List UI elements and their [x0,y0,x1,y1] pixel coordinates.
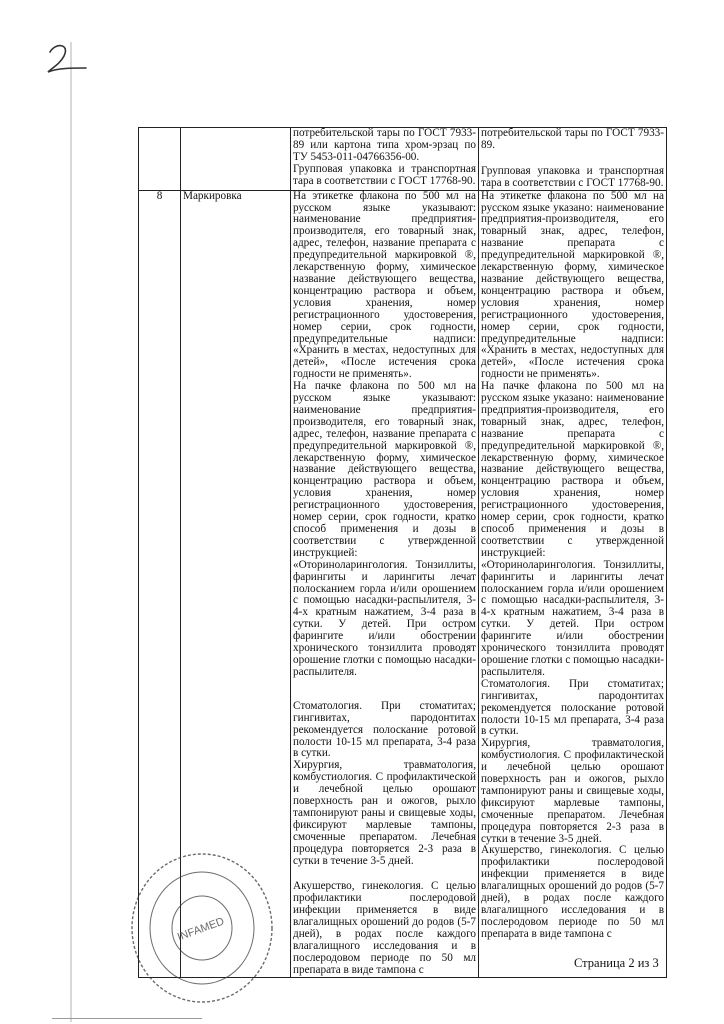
paragraph: Акушерство, гинекология. С целью профилактики послеродовой инфекции применяется в виде влагалищных орошений до родов (5-7 дней), в родах после каждого влагалищного исследования и в послеродовом периоде по 50 мл препарата в виде тампона с [293,880,476,976]
paragraph: Хирургия, травматология, комбустиология. С профилактической и лечебной целью орошают поверхность ран и ожогов, рыхло тампонируют раны и свищевые ходы, фиксируют марлевые тампоны, смоченные препаратом. Лечебная процедура повторяется 2-3 раза в сутки в течение 3-5 дней. [293,759,476,867]
paragraph: На этикетке флакона по 500 мл на русском языке указывают: наименование предприятия-производителя, его товарный знак, адрес, телефон, название препарата с предупредительной маркировкой ®, лекарственную форму, химическое название действующего вещества, концентрацию раствора и объем, условия хранения, номер регистрационного удостоверения, номер серии, срок годности, предупредительные надписи: «Хранить в местах, недоступных для детей», «После истечения срока годности не применять». [293,189,476,381]
paragraph: На этикетке флакона по 500 мл на русском языке указано: наименование предприятия-производителя, его товарный знак, адрес, телефон, название препарата с предупредительной маркировкой ®, лекарственную форму, химическое название действующего вещества, концентрацию раствора и объем, условия хранения, номер регистрационного удостоверения, номер серии, срок годности, предупредительные надписи: «Хранить в местах, недоступных для детей», «После истечения срока годности не применять». [481,189,664,381]
paragraph: На пачке флакона по 500 мл на русском языке указывают: наименование предприятия-производителя, его товарный знак, адрес, телефон, название препарата с предупредительной маркировкой ®, лекарственную форму, химическое название действующего вещества, концентрацию раствора и объем, условия хранения, номер регистрационного удостоверения, номер серии, срок годности, кратко способ применения и дозы в соответствии с утвержденной инструкцией: [293,380,476,559]
new-text-cell [479,190,667,977]
paragraph: «Оториноларингология. Тонзиллиты, фарингиты и ларингиты лечат полосканием горла и/или орошением с помощью насадки-распылителя, 3-4-х кратным нажатием, 3-4 раза в сутки. У детей. При остром фарингите и/или обострении хронического тонзиллита проводят орошение глотки с помощью насадки-распылителя. [481,558,664,678]
company-seal-stamp [120,840,280,1010]
paragraph: потребительской тары по ГОСТ 7933-89. [481,127,664,151]
paragraph: Акушерство, гинекология. С целью профилактики послеродовой инфекции применяется в виде влагалищных орошений до родов (5-7 дней), в родах после каждого влагалищного исследования и в послеродовом периоде по 50 мл препарата в виде тампона с [481,844,664,940]
row-number: 8 [139,190,181,977]
paragraph: потребительской тары по ГОСТ 7933-89 или картона типа хром-эрзац по ТУ 5453-011-04766356-00. [293,127,476,163]
scan-binding-line [70,42,72,1022]
old-text-cell [291,190,479,977]
paragraph: Групповая упаковка и транспортная тара в соответствии с ГОСТ 17768-90. [481,164,664,189]
paragraph: «Оториноларингология. Тонзиллиты, фарингиты и ларингиты лечат полосканием горла и/или орошением с помощью насадки-распылителя, 3-4-х кратным нажатием, 3-4 раза в сутки. У детей. При остром фарингите и/или обострении хронического тонзиллита проводят орошение глотки с помощью насадки-распылителя. [293,558,476,678]
old-text-cell [291,128,479,191]
paragraph: На пачке флакона по 500 мл на русском языке указано: наименование предприятия-производителя, его товарный знак, адрес, телефон, название препарата с предупредительной маркировкой ®, лекарственную форму, химическое название действующего вещества, концентрацию раствора и объем, условия хранения, номер регистрационного удостоверения, номер серии, срок годности, кратко способ применения и дозы в соответствии с утвержденной инструкцией: [481,380,664,559]
paragraph: Стоматология. При стоматитах; гингивитах, пародонтитах рекомендуется полоскание ротовой полости 10-15 мл препарата, 3-4 раза в сутки. [293,699,476,760]
scan-edge-line [52,1018,202,1019]
new-text-cell [479,128,667,191]
row-title-cell [181,128,291,191]
svg-text:INFAMED: INFAMED [175,915,226,944]
table-row-continued [139,128,667,191]
row-number-cell [139,128,181,191]
paragraph: Групповая упаковка и транспортная тара в соответствии с ГОСТ 17768-90. [293,162,476,187]
paragraph: Хирургия, травматология, комбустиология. С профилактической и лечебной целью орошают поверхность ран и ожогов, рыхло тампонируют раны и свищевые ходы, фиксируют марлевые тампоны, смоченные препаратом. Лечебная процедура повторяется 2-3 раза в сутки в течение 3-5 дней. [481,737,664,845]
row-title: Маркировка [181,190,291,977]
page-number: Страница 2 из 3 [574,956,659,970]
paragraph: Стоматология. При стоматитах; гингивитах, пародонтитах рекомендуется полоскание ротовой полости 10-15 мл препарата, 3-4 раза в сутки. [481,677,664,738]
handwritten-page-mark [38,38,98,78]
